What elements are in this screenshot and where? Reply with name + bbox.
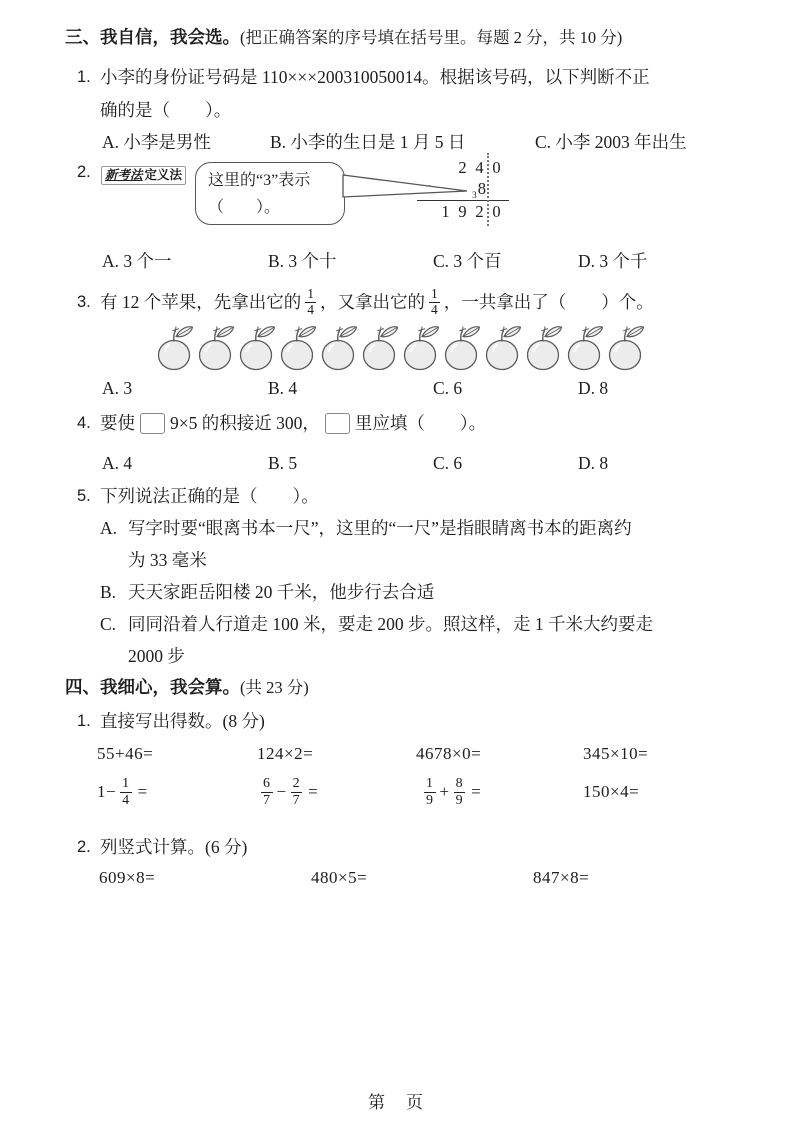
digit: 0: [492, 202, 501, 221]
fraction: $\frac{2}{7}$: [292, 776, 301, 808]
bubble-line2[interactable]: （ ）。: [208, 199, 281, 216]
option-letter: B.: [100, 582, 117, 602]
calc-expression: 4678×0=: [416, 744, 482, 763]
q4-stem: [65, 405, 749, 441]
apple-icon: [196, 324, 237, 372]
section4-note: (共 23 分): [240, 678, 309, 697]
calc-row2: [65, 769, 749, 815]
ones-column-dotted-line: [487, 153, 489, 226]
speech-bubble: [195, 162, 345, 225]
calc-expression: [257, 769, 318, 815]
q4-text-3: 里应填（ ）。: [354, 412, 487, 433]
q2-option-a: A. 3 个一: [102, 251, 172, 271]
q4-text-2: 9×5 的积接近 300，: [170, 412, 320, 433]
q3-option-d: D. 8: [578, 378, 609, 398]
s4-item1: [65, 709, 749, 733]
q5-text: 下列说法正确的是（ ）。: [100, 486, 319, 506]
fraction: $\frac{1}{9}$: [426, 776, 434, 808]
apple-icon: [442, 324, 483, 372]
q5-option-b: [65, 576, 749, 608]
digit: 8: [477, 179, 486, 198]
option-text: 天天家距岳阳楼 20 千米，他步行去合适: [128, 582, 435, 602]
q1-line2: 确的是（ ）。: [100, 100, 232, 120]
q1-option-c: C. 小李 2003 年出生: [535, 132, 687, 152]
fraction-one-fourth: $\frac{1}{4}$: [307, 285, 314, 317]
section3-heading: [65, 24, 749, 51]
q5-option-a: [65, 512, 749, 544]
digit: 2: [458, 158, 467, 177]
q1-line1: [65, 61, 749, 94]
q3-stem: [65, 280, 749, 324]
item2-number: 2.: [77, 838, 91, 856]
item1-number: 1.: [77, 712, 91, 730]
fraction: $\frac{8}{9}$: [455, 776, 464, 808]
q5-option-c: [65, 608, 749, 640]
q2-option-d: D. 3 个千: [578, 251, 648, 271]
q1-option-a: A. 小李是男性: [102, 132, 211, 152]
q4-options: [65, 447, 749, 480]
calc-row1: [65, 739, 749, 769]
equals: =: [137, 782, 148, 801]
section3-title: 三、我自信，我会选。: [65, 27, 240, 47]
q3-option-b: B. 4: [268, 378, 298, 398]
digit: 1: [441, 202, 450, 221]
q5-option-a-cont: 为 33 毫米: [128, 550, 207, 570]
calc-expression: [420, 769, 481, 815]
calc-expression: 847×8=: [533, 868, 590, 887]
calc-row3: [65, 863, 749, 893]
option-text: 同同沿着人行道走 100 米，要走 200 步。照这样，走 1 千米大约要走: [128, 614, 653, 634]
operator: −: [276, 782, 287, 801]
q5-number: 5.: [77, 487, 91, 505]
q3-text-3: ，一共拿出了（ ）个。: [443, 291, 654, 312]
apple-icon: [360, 324, 401, 372]
page-footer: 第 页: [368, 1093, 425, 1112]
equals: =: [308, 782, 319, 801]
calc-expression: 480×5=: [311, 868, 368, 887]
section3-note: (把正确答案的序号填在括号里。每题 2 分，共 10 分): [240, 28, 623, 47]
new-method-badge: [101, 166, 186, 185]
q3-number: 3.: [77, 293, 91, 311]
q4-option-a: A. 4: [102, 453, 133, 473]
apple-icon: [606, 324, 647, 372]
speech-bubble-tail: [341, 171, 471, 201]
calc-expression: 150×4=: [583, 782, 640, 801]
apple-icon: [319, 324, 360, 372]
operator: +: [439, 782, 450, 801]
q5-stem: [65, 480, 749, 512]
q3-option-a: A. 3: [102, 378, 133, 398]
q4-text-1: 要使: [100, 412, 135, 433]
q3-text-1: 有 12 个苹果，先拿出它的: [100, 291, 302, 312]
q1-number: 1.: [77, 68, 91, 86]
q4-option-c: C. 6: [433, 453, 463, 473]
section4-title: 四、我细心，我会算。: [65, 677, 240, 697]
digit: 4: [475, 158, 484, 177]
option-text: 写字时要“眼离书本一尺”，这里的“一尺”是指眼睛离书本的距离约: [128, 518, 632, 538]
apple-icon: [524, 324, 565, 372]
q2-option-b: B. 3 个十: [268, 251, 337, 271]
q3-text-2: ，又拿出它的: [320, 291, 425, 312]
q4-option-b: B. 5: [268, 453, 298, 473]
apple-icon: [483, 324, 524, 372]
digit: 9: [458, 202, 467, 221]
apple-icon: [565, 324, 606, 372]
q1-option-b: B. 小李的生日是 1 月 5 日: [270, 132, 466, 152]
q4-number: 4.: [77, 414, 91, 432]
q5-option-c-cont: 2000 步: [128, 646, 185, 666]
bubble-line1: 这里的“3”表示: [208, 172, 311, 189]
digit: 0: [492, 158, 501, 177]
equals: =: [471, 782, 482, 801]
q2-option-c: C. 3 个百: [433, 251, 502, 271]
answer-box[interactable]: [140, 413, 165, 434]
fraction: $\frac{1}{4}$: [122, 776, 130, 808]
calc-expression: 124×2=: [257, 744, 314, 763]
apple-icon: [155, 324, 196, 372]
section4-heading: [65, 674, 749, 701]
q3-options: [65, 372, 749, 405]
carry-digit: 3: [472, 191, 477, 201]
q1-text: 小李的身份证号码是 110×××200310050014。根据该号码，以下判断不正: [100, 67, 650, 87]
multiplier-digit: [471, 178, 488, 199]
option-letter: A.: [100, 518, 118, 538]
calc-expression: 609×8=: [99, 868, 156, 887]
apple-icon: [278, 324, 319, 372]
q2-figure: [65, 157, 749, 245]
badge-new-label: 新考法: [105, 168, 143, 182]
item1-label: 直接写出得数。(8 分): [100, 711, 265, 731]
fraction-one-fourth: $\frac{1}{4}$: [431, 285, 438, 317]
product-row: [417, 201, 509, 222]
s4-item2: [65, 835, 749, 859]
digit: 2: [475, 202, 484, 221]
item2-label: 列竖式计算。(6 分): [100, 837, 248, 857]
option-letter: C.: [100, 614, 117, 634]
q2-number: 2.: [77, 163, 91, 181]
apple-icon: [237, 324, 278, 372]
fraction: $\frac{6}{7}$: [263, 776, 271, 808]
term: 1−: [97, 782, 117, 801]
q1-options: [65, 127, 749, 157]
q4-option-d: D. 8: [578, 453, 609, 473]
calc-expression: 345×10=: [583, 744, 649, 763]
q2-options: [65, 245, 749, 278]
calc-expression: 55+46=: [97, 744, 154, 763]
q3-option-c: C. 6: [433, 378, 463, 398]
apple-icon: [401, 324, 442, 372]
calc-expression: [97, 769, 148, 815]
badge-method-label: 定义法: [144, 168, 183, 182]
answer-box[interactable]: [325, 413, 350, 434]
apples-row: [155, 324, 749, 372]
